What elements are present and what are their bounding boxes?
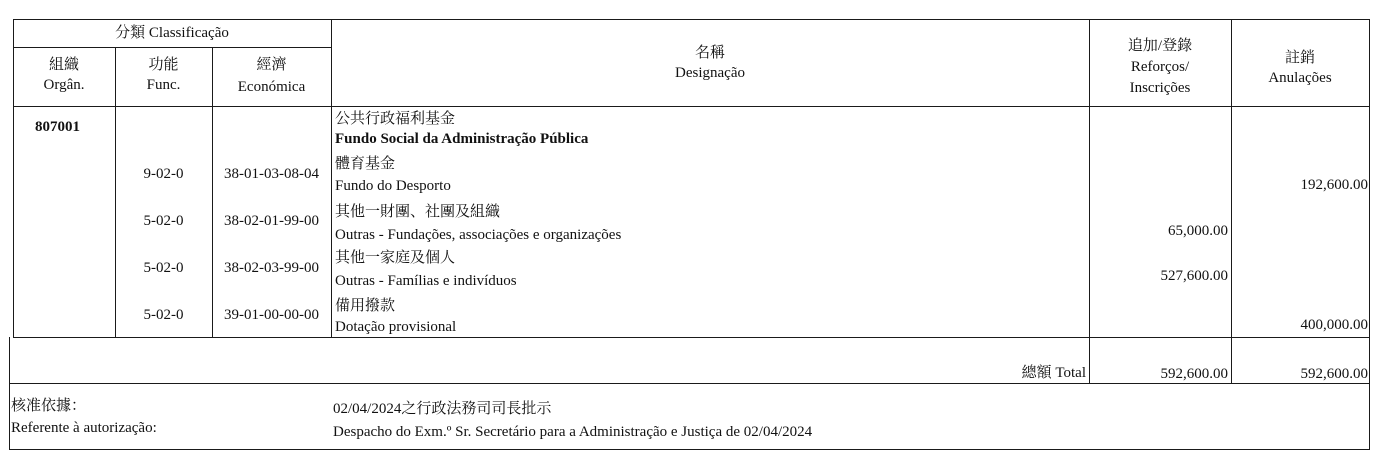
row-name-zh: 備用撥款	[335, 298, 396, 314]
header-bottom-line	[13, 106, 1370, 107]
row-name-zh: 其他一家庭及個人	[335, 250, 456, 266]
authorization-bottom-line	[9, 449, 1370, 450]
row-name-pt: Dotação provisional	[335, 319, 457, 335]
fund-name-zh: 公共行政福利基金	[335, 111, 456, 127]
table-border-right	[1369, 19, 1370, 449]
anul-header-zh: 註銷	[1284, 50, 1315, 66]
total-label: 總額 Total	[1021, 365, 1086, 381]
organ-header-pt: Orgân.	[43, 77, 85, 93]
organ-code: 807001	[35, 119, 80, 135]
total-bottom-line	[9, 383, 1370, 384]
authorization-label-pt: Referente à autorização:	[11, 420, 157, 436]
total-reforcos: 592,600.00	[1160, 366, 1228, 382]
row-func: 9-02-0	[143, 166, 184, 182]
total-anulacoes: 592,600.00	[1300, 366, 1368, 382]
body-bottom-line	[13, 337, 1370, 338]
row-reforcos: 65,000.00	[1168, 223, 1228, 239]
row-reforcos: 527,600.00	[1160, 268, 1228, 284]
row-econ: 38-02-03-99-00	[224, 260, 319, 276]
authorization-label-zh: 核准依據：	[11, 398, 87, 414]
reforcos-header-pt2: Inscrições	[1129, 80, 1191, 96]
outer-left-line-lower	[9, 337, 10, 449]
desig-header-zh: 名稱	[694, 45, 725, 61]
desig-header-pt: Designação	[675, 65, 745, 81]
fund-name-pt: Fundo Social da Administração Pública	[335, 131, 589, 147]
row-name-pt: Fundo do Desporto	[335, 178, 451, 194]
row-econ: 38-01-03-08-04	[224, 166, 319, 182]
anul-header-pt: Anulações	[1268, 70, 1332, 86]
reforcos-header-zh: 追加/登錄	[1127, 38, 1193, 54]
row-func: 5-02-0	[143, 260, 184, 276]
func-header-zh: 功能	[148, 57, 179, 73]
func-header-pt: Func.	[146, 77, 181, 93]
row-func: 5-02-0	[143, 307, 184, 323]
reforcos-header-pt1: Reforços/	[1130, 59, 1190, 75]
row-name-zh: 體育基金	[335, 156, 396, 172]
econ-header-zh: 經濟	[256, 57, 287, 73]
row-econ: 39-01-00-00-00	[224, 307, 319, 323]
authorization-text-pt: Despacho do Exm.º Sr. Secretário para a Administração e Justiça de 02/04/2024	[333, 424, 813, 440]
row-econ: 38-02-01-99-00	[224, 213, 319, 229]
table-border-top	[13, 19, 1370, 20]
authorization-text-zh: 02/04/2024之行政法務司司長批示	[333, 401, 552, 417]
organ-header-zh: 組織	[48, 57, 79, 73]
row-anulacoes: 192,600.00	[1300, 177, 1368, 193]
row-anulacoes: 400,000.00	[1300, 317, 1368, 333]
classification-header: 分類 Classificação	[115, 25, 229, 41]
row-name-pt: Outras - Famílias e indivíduos	[335, 273, 517, 289]
econ-header-pt: Económica	[237, 79, 306, 95]
row-func: 5-02-0	[143, 213, 184, 229]
row-name-pt: Outras - Fundações, associações e organizações	[335, 227, 622, 243]
classification-underline	[13, 47, 331, 48]
row-name-zh: 其他一財團、社團及組織	[335, 204, 501, 220]
